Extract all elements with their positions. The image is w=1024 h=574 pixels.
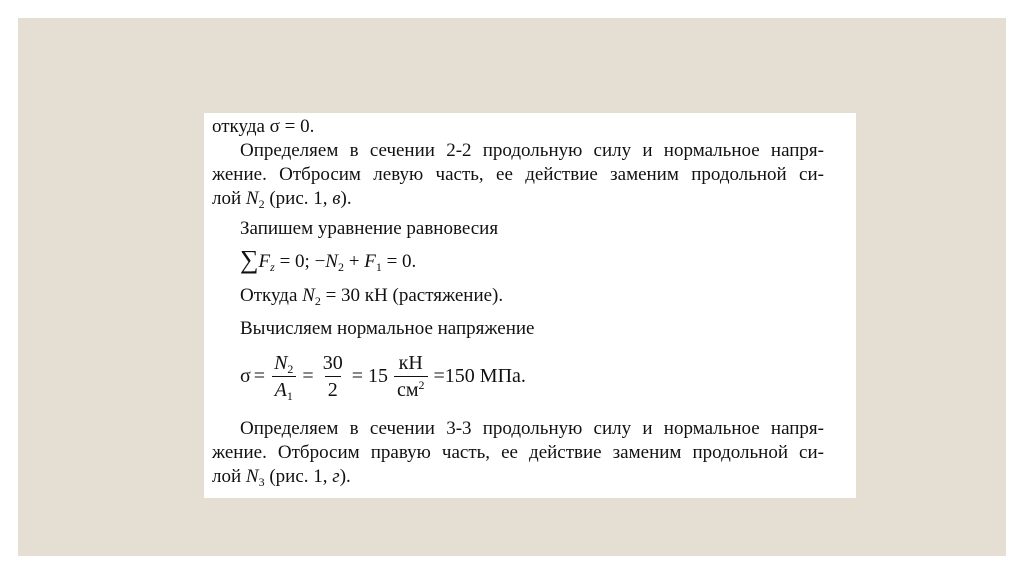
fraction-kn-cm2 xyxy=(394,352,428,401)
math-operator: − xyxy=(314,251,326,272)
textbook-page xyxy=(204,113,856,498)
sum-symbol: ∑ xyxy=(240,245,259,274)
figure-letter: г xyxy=(332,466,340,487)
math-subscript: 2 xyxy=(287,361,294,376)
unit-text: см xyxy=(396,378,419,401)
math-variable: N xyxy=(245,466,259,487)
text-fragment: = 30 кН (растяжение). xyxy=(325,285,504,306)
fraction-denominator: 2 xyxy=(325,376,341,401)
math-subscript: 2 xyxy=(337,260,344,274)
fraction-30-2 xyxy=(320,352,346,401)
math-text: = 0; xyxy=(279,251,310,272)
math-variable: A xyxy=(274,378,287,401)
equals-sign: = xyxy=(302,365,314,387)
math-subscript: 1 xyxy=(286,388,293,403)
math-subscript: 2 xyxy=(258,197,265,211)
stress-title: Вычисляем нормальное напряжение xyxy=(240,318,535,339)
math-variable: F xyxy=(364,251,376,272)
math-text: = 0. xyxy=(386,251,417,272)
result-line xyxy=(240,284,503,308)
math-variable: N xyxy=(274,351,288,374)
fraction-numerator xyxy=(271,352,296,376)
sigma-symbol: σ xyxy=(240,365,251,387)
math-subscript: z xyxy=(270,260,275,274)
math-subscript: 1 xyxy=(375,260,382,274)
math-variable: N xyxy=(325,251,338,272)
math-subscript: 3 xyxy=(258,475,265,489)
equals-sign: = xyxy=(253,365,266,387)
text-fragment: (рис. 1, xyxy=(269,188,328,209)
equilibrium-title: Запишем уравнение равновесия xyxy=(240,218,499,239)
paragraph-1-line-1: Определяем в сечении 2-2 продольную силу и нормальное напря- xyxy=(240,140,824,161)
text-line-otkuda-sigma: откуда σ = 0. xyxy=(212,116,315,137)
text-fragment: ). xyxy=(340,188,352,209)
equals-value: = 15 xyxy=(351,365,388,387)
text-fragment: лой xyxy=(212,466,242,487)
math-superscript: 2 xyxy=(418,377,425,392)
text-fragment: Откуда xyxy=(240,285,298,306)
math-variable: N xyxy=(245,188,259,209)
fraction-denominator xyxy=(272,376,296,401)
stress-formula xyxy=(240,350,529,402)
fraction-numerator: кН xyxy=(398,351,423,374)
text-fragment: лой xyxy=(212,188,242,209)
fraction-numerator: 30 xyxy=(322,351,343,374)
math-variable: N xyxy=(302,285,315,306)
result-value: =150 МПа. xyxy=(433,365,526,387)
math-operator: + xyxy=(348,251,360,272)
fraction-n2-a1 xyxy=(271,352,296,401)
paragraph-2-line-1: Определяем в сечении 3-3 продольную силу и нормальное напря- xyxy=(240,418,824,439)
paragraph-2-line-2: жение. Отбросим правую часть, ее действие заменим продольной си- xyxy=(212,442,824,463)
math-variable: F xyxy=(258,251,271,272)
paragraph-1-line-3 xyxy=(212,187,352,211)
paragraph-1-line-2: жение. Отбросим левую часть, ее действие заменим продольной си- xyxy=(212,164,824,185)
figure-letter: в xyxy=(332,188,341,209)
text-fragment: ). xyxy=(339,466,351,487)
slide-background xyxy=(18,18,1006,556)
equilibrium-equation xyxy=(240,245,417,274)
text-fragment: (рис. 1, xyxy=(269,466,328,487)
math-subscript: 2 xyxy=(314,294,321,308)
fraction-denominator xyxy=(394,376,428,401)
paragraph-2-line-3 xyxy=(212,465,351,489)
